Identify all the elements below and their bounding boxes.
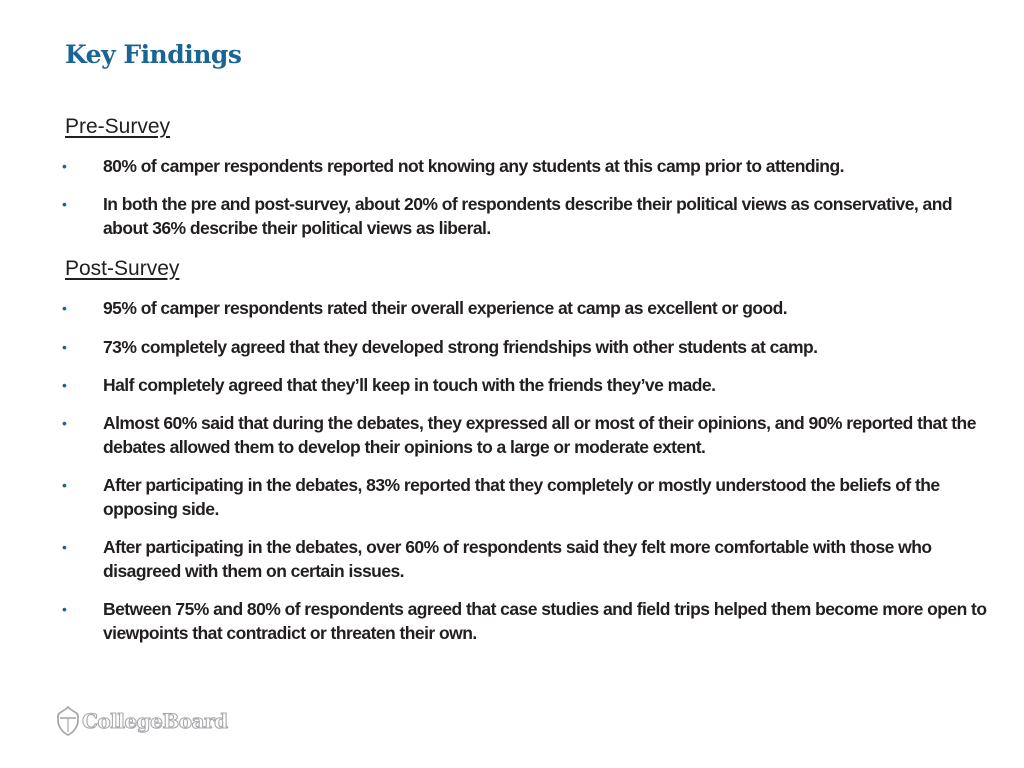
list-item	[0, 154, 1024, 178]
bullet-icon: •	[62, 377, 67, 393]
bullet-icon: •	[62, 539, 67, 555]
acorn-icon	[57, 706, 79, 736]
section-heading-pre-survey: Pre-Survey	[65, 115, 171, 138]
bullet-icon: •	[62, 158, 67, 174]
bullet-icon: •	[62, 300, 67, 316]
bullet-icon: •	[62, 196, 67, 212]
finding-text: After participating in the debates, over 60% of respondents said they felt more comfortable with those who disagreed with them on certain issues.	[103, 537, 932, 581]
finding-text: 80% of camper respondents reported not knowing any students at this camp prior to attending.	[103, 156, 844, 176]
finding-text: After participating in the debates, 83% reported that they completely or mostly understood the beliefs of the opposing side.	[103, 475, 940, 519]
bullet-icon: •	[62, 339, 67, 355]
list-item	[0, 373, 1024, 397]
finding-text: Between 75% and 80% of respondents agreed that case studies and field trips helped them become more open to viewpoints that contradict or threaten their own.	[103, 599, 987, 643]
list-item	[0, 473, 1024, 521]
finding-text: Almost 60% said that during the debates, they expressed all or most of their opinions, and 90% reported that the debates allowed them to develop their opinions to a large or moderate extent.	[103, 413, 976, 457]
finding-text: 95% of camper respondents rated their overall experience at camp as excellent or good.	[103, 298, 788, 318]
list-item	[0, 411, 1024, 459]
list-item	[0, 597, 1024, 645]
pre-survey-list	[0, 154, 1024, 240]
finding-text: Half completely agreed that they’ll keep in touch with the friends they’ve made.	[103, 375, 716, 395]
list-item	[0, 296, 1024, 320]
collegeboard-logo	[57, 706, 228, 736]
section-heading-post-survey: Post-Survey	[65, 257, 180, 280]
bullet-icon: •	[62, 415, 67, 431]
bullet-icon: •	[62, 477, 67, 493]
list-item	[0, 535, 1024, 583]
finding-text: In both the pre and post-survey, about 20% of respondents describe their political views as conservative, and about 36% describe their political views as liberal.	[103, 194, 952, 238]
finding-text: 73% completely agreed that they developed strong friendships with other students at camp.	[103, 337, 818, 357]
logo-text: CollegeBoard	[82, 709, 228, 733]
bullet-icon: •	[62, 601, 67, 617]
list-item	[0, 335, 1024, 359]
post-survey-list	[0, 296, 1024, 645]
page-title: Key Findings	[65, 40, 242, 69]
list-item	[0, 192, 1024, 240]
